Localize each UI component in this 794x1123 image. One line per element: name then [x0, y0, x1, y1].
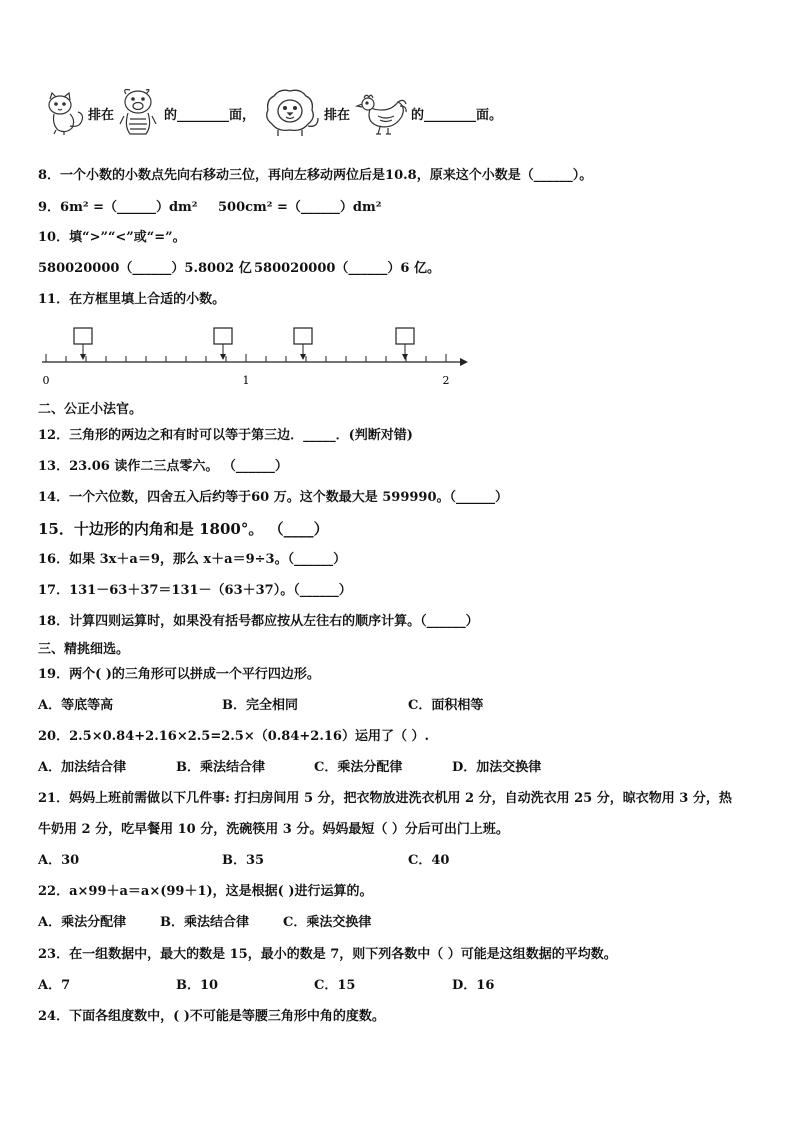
number-line-label-2: 2 — [442, 374, 450, 387]
answer-box-1 — [74, 328, 92, 360]
q7-text-2: 的________面， — [164, 108, 256, 123]
section-3-heading: 三、精挑细选。 — [38, 642, 130, 657]
q21-option-a[interactable]: A．30 — [38, 853, 80, 868]
question-8: 8．一个小数的小数点先向右移动三位，再向左移动两位后是10.8，原来这个小数是（______）。 — [38, 168, 593, 183]
section-2-heading: 二、公正小法官。 — [38, 402, 143, 417]
question-19: 19．两个( )的三角形可以拼成一个平行四边形。 — [38, 667, 320, 682]
answer-box-4 — [396, 328, 414, 360]
lion-picture — [262, 88, 322, 138]
number-line-label-0: 0 — [42, 374, 50, 387]
q7-text-1: 排在 — [88, 108, 115, 123]
question-9b: 500cm² =（______）dm² — [218, 200, 382, 215]
question-16: 16．如果 3x＋a＝9，那么 x＋a＝9÷3。（______） — [38, 552, 347, 567]
q21-option-b[interactable]: B．35 — [222, 853, 265, 868]
question-24: 24．下面各组度数中，( )不可能是等腰三角形中角的度数。 — [38, 1009, 385, 1024]
q21-option-c[interactable]: C．40 — [408, 853, 450, 868]
hen-picture — [352, 92, 410, 136]
q20-option-b[interactable]: B．乘法结合律 — [176, 760, 265, 775]
q19-option-a[interactable]: A．等底等高 — [38, 698, 114, 713]
question-9a: 9．6m² =（______）dm² — [38, 200, 198, 215]
number-line-arrowhead — [460, 358, 468, 366]
question-23: 23．在一组数据中，最大的数是 15，最小的数是 7，则下列各数中（ ）可能是这组数据的平均数。 — [38, 947, 617, 962]
number-line-label-1: 1 — [242, 374, 250, 387]
question-22: 22．a×99＋a＝a×(99＋1)，这是根据( )进行运算的。 — [38, 884, 373, 899]
question-21-line-1: 21．妈妈上班前需做以下几件事: 打扫房间用 5 分，把衣物放进洗衣机用 2 分，自动洗衣用 25 分，晾衣物用 3 分，热 — [38, 791, 732, 806]
piglet-picture — [116, 86, 160, 138]
q19-option-b[interactable]: B．完全相同 — [222, 698, 298, 713]
q22-option-c[interactable]: C．乘法交换律 — [283, 915, 372, 930]
question-13: 13．23.06 读作二三点零六。 （______） — [38, 459, 288, 474]
q23-option-d[interactable]: D．16 — [452, 978, 495, 993]
question-11: 11．在方框里填上合适的小数。 — [38, 292, 226, 307]
question-10: 10．填“>”“<”或“=”。 — [38, 230, 186, 245]
question-21-line-2: 牛奶用 2 分，吃早餐用 10 分，洗碗筷用 3 分。妈妈最短（ ）分后可出门上班。 — [38, 822, 509, 837]
q19-option-c[interactable]: C．面积相等 — [408, 698, 484, 713]
q20-option-c[interactable]: C．乘法分配律 — [314, 760, 403, 775]
q22-option-a[interactable]: A．乘法分配律 — [38, 915, 127, 930]
q20-option-a[interactable]: A．加法结合律 — [38, 760, 127, 775]
question-17: 17．131－63＋37＝131－（63＋37）。（______） — [38, 583, 352, 598]
q23-option-a[interactable]: A．7 — [38, 978, 71, 993]
q23-option-c[interactable]: C．15 — [314, 978, 356, 993]
question-10-part-b: 580020000（______）6 亿。 — [254, 261, 440, 276]
question-14: 14．一个六位数，四舍五入后约等于60 万。这个数最大是 599990。（______） — [38, 490, 509, 505]
question-10-part-a: 580020000（______）5.8002 亿 — [38, 261, 252, 276]
question-18: 18．计算四则运算时，如果没有括号都应按从左往右的顺序计算。（______） — [38, 614, 479, 629]
q20-option-d[interactable]: D．加法交换律 — [452, 760, 542, 775]
cat-picture — [40, 92, 86, 136]
q22-option-b[interactable]: B．乘法结合律 — [160, 915, 249, 930]
question-20: 20．2.5×0.84+2.16×2.5=2.5×（0.84+2.16）运用了（ ）. — [38, 729, 429, 744]
question-12: 12．三角形的两边之和有时可以等于第三边．_____．(判断对错) — [38, 428, 413, 443]
question-15: 15．十边形的内角和是 1800°。 （____） — [38, 520, 329, 538]
answer-box-2 — [214, 328, 232, 360]
answer-box-3 — [294, 328, 312, 360]
q7-text-4: 的________面。 — [411, 108, 503, 123]
number-line — [36, 324, 472, 390]
q7-text-3: 排在 — [324, 108, 351, 123]
q23-option-b[interactable]: B．10 — [176, 978, 219, 993]
